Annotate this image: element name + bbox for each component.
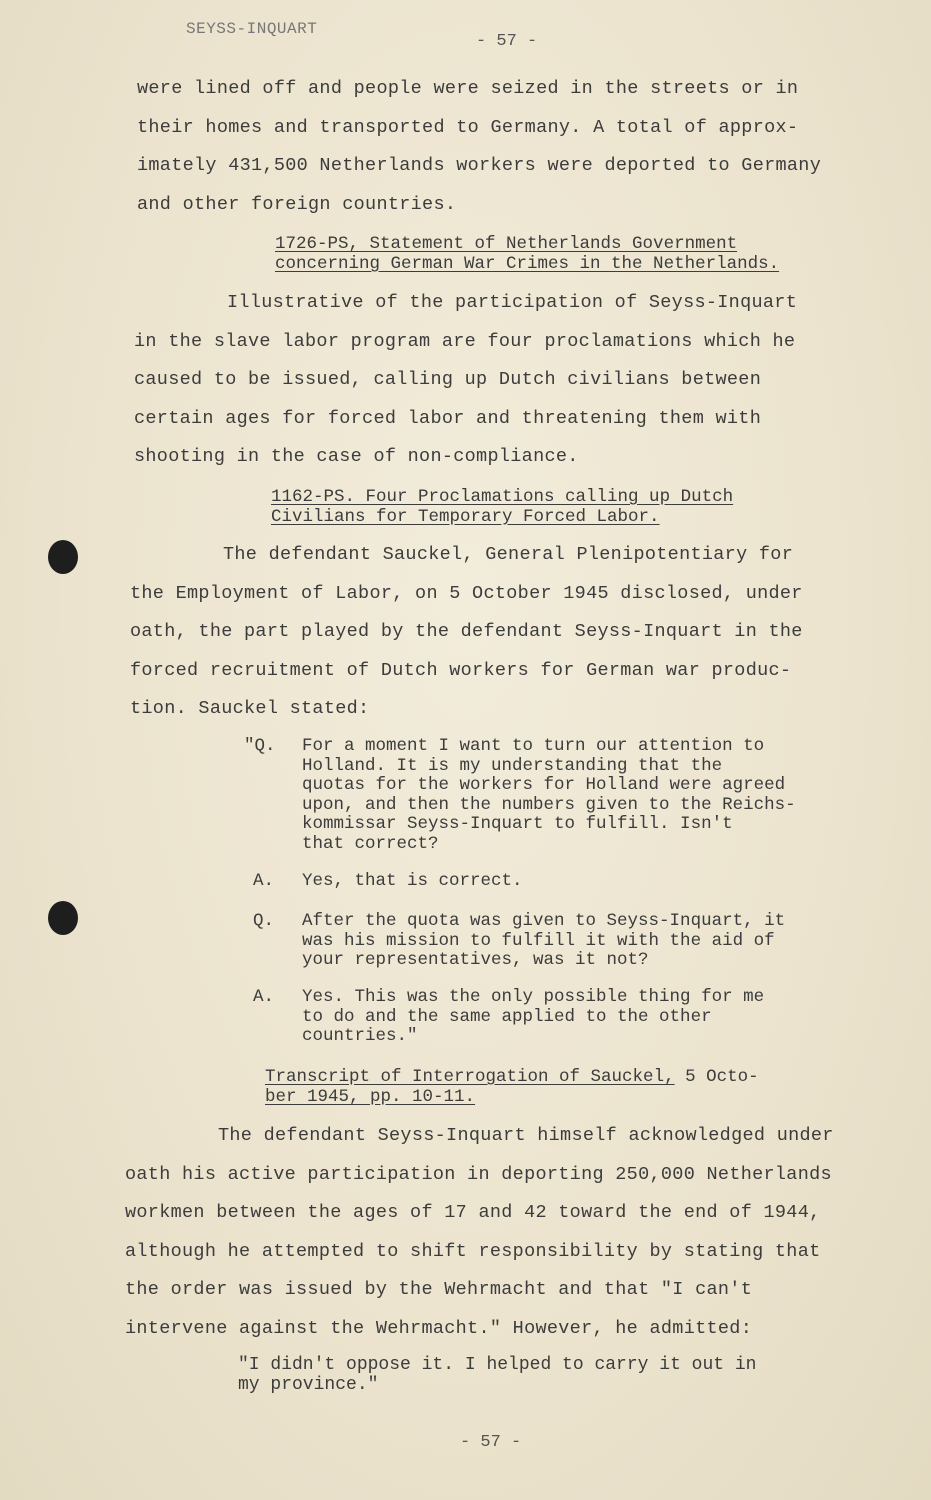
- text-line: tion. Sauckel stated:: [130, 698, 370, 719]
- qa-line: For a moment I want to turn our attention to: [302, 736, 765, 756]
- citation-line: Civilians for Temporary Forced Labor.: [271, 507, 660, 527]
- punch-hole: [48, 540, 78, 574]
- citation-line: concerning German War Crimes in the Netherlands.: [275, 254, 780, 274]
- text-line: the order was issued by the Wehrmacht and that "I can't: [125, 1279, 753, 1300]
- quote-line: "I didn't oppose it. I helped to carry it out in: [238, 1355, 757, 1375]
- citation-line: 1726-PS, Statement of Netherlands Government: [275, 234, 738, 254]
- qa-line: that correct?: [302, 833, 439, 854]
- qa-line: Holland. It is my understanding that the: [302, 755, 723, 776]
- paragraph-1: [137, 70, 821, 224]
- paragraph-4: [125, 1117, 834, 1348]
- text-line: The defendant Seyss-Inquart himself acknowledged under: [218, 1125, 834, 1146]
- qa-line: quotas for the workers for Holland were agreed: [302, 775, 786, 795]
- text-line: Illustrative of the participation of Seyss-Inquart: [227, 292, 798, 313]
- citation-1726-ps: [275, 234, 779, 274]
- paragraph-2: [134, 284, 797, 477]
- text-line: the Employment of Labor, on 5 October 1945 disclosed, under: [130, 582, 803, 604]
- text-line: forced recruitment of Dutch workers for German war produc-: [130, 659, 792, 681]
- text-line: in the slave labor program are four proclamations which he: [134, 330, 796, 352]
- citation-continuation: 5 Octo-: [674, 1067, 759, 1087]
- qa-line: After the quota was given to Seyss-Inquart, it: [302, 911, 786, 931]
- text-line: imately 431,500 Netherlands workers were deported to Germany: [137, 155, 822, 176]
- citation-line: ber 1945, pp. 10-11.: [265, 1087, 476, 1107]
- qa-label: Q.: [253, 911, 275, 931]
- qa-line: Yes. This was the only possible thing for me: [302, 987, 765, 1007]
- text-line: shooting in the case of non-compliance.: [134, 446, 579, 467]
- text-line: and other foreign countries.: [137, 193, 457, 215]
- citation-underlined: Transcript of Interrogation of Sauckel,: [265, 1067, 675, 1087]
- text-line: although he attempted to shift responsibility by stating that: [125, 1240, 821, 1262]
- qa-label: A.: [253, 871, 275, 891]
- text-line: certain ages for forced labor and threatening them with: [134, 407, 762, 429]
- page-number-bottom: - 57 -: [460, 1433, 522, 1452]
- text-line: their homes and transported to Germany. A total of approx-: [137, 116, 799, 138]
- text-line: The defendant Sauckel, General Plenipotentiary for: [223, 544, 794, 565]
- citation-sauckel-transcript: [265, 1067, 759, 1107]
- punch-hole: [48, 901, 78, 935]
- running-header: SEYSS-INQUART: [186, 20, 318, 38]
- page-number-top: - 57 -: [476, 32, 538, 51]
- text-line: caused to be issued, calling up Dutch civilians between: [134, 369, 762, 390]
- qa-line: kommissar Seyss-Inquart to fulfill. Isn't: [302, 814, 733, 834]
- qa-line: your representatives, was it not?: [302, 950, 649, 970]
- quote-line: my province.": [238, 1375, 379, 1395]
- qa-line: Yes, that is correct.: [302, 871, 523, 891]
- qa-line: to do and the same applied to the other: [302, 1006, 712, 1027]
- citation-1162-ps: [271, 487, 733, 527]
- text-line: oath his active participation in deporting 250,000 Netherlands: [125, 1163, 832, 1185]
- text-line: workmen between the ages of 17 and 42 toward the end of 1944,: [125, 1202, 821, 1223]
- qa-line: was his mission to fulfill it with the aid of: [302, 930, 775, 951]
- qa-line: upon, and then the numbers given to the Reichs-: [302, 794, 796, 815]
- citation-line: 1162-PS. Four Proclamations calling up Dutch: [271, 487, 734, 507]
- qa-label: "Q.: [244, 736, 276, 756]
- text-line: intervene against the Wehrmacht." However, he admitted:: [125, 1317, 753, 1339]
- block-quote: [238, 1355, 756, 1395]
- qa-line: countries.": [302, 1026, 418, 1046]
- text-line: were lined off and people were seized in the streets or in: [137, 78, 799, 99]
- paragraph-3: [130, 536, 803, 729]
- text-line: oath, the part played by the defendant Seyss-Inquart in the: [130, 621, 803, 642]
- qa-label: A.: [253, 987, 275, 1007]
